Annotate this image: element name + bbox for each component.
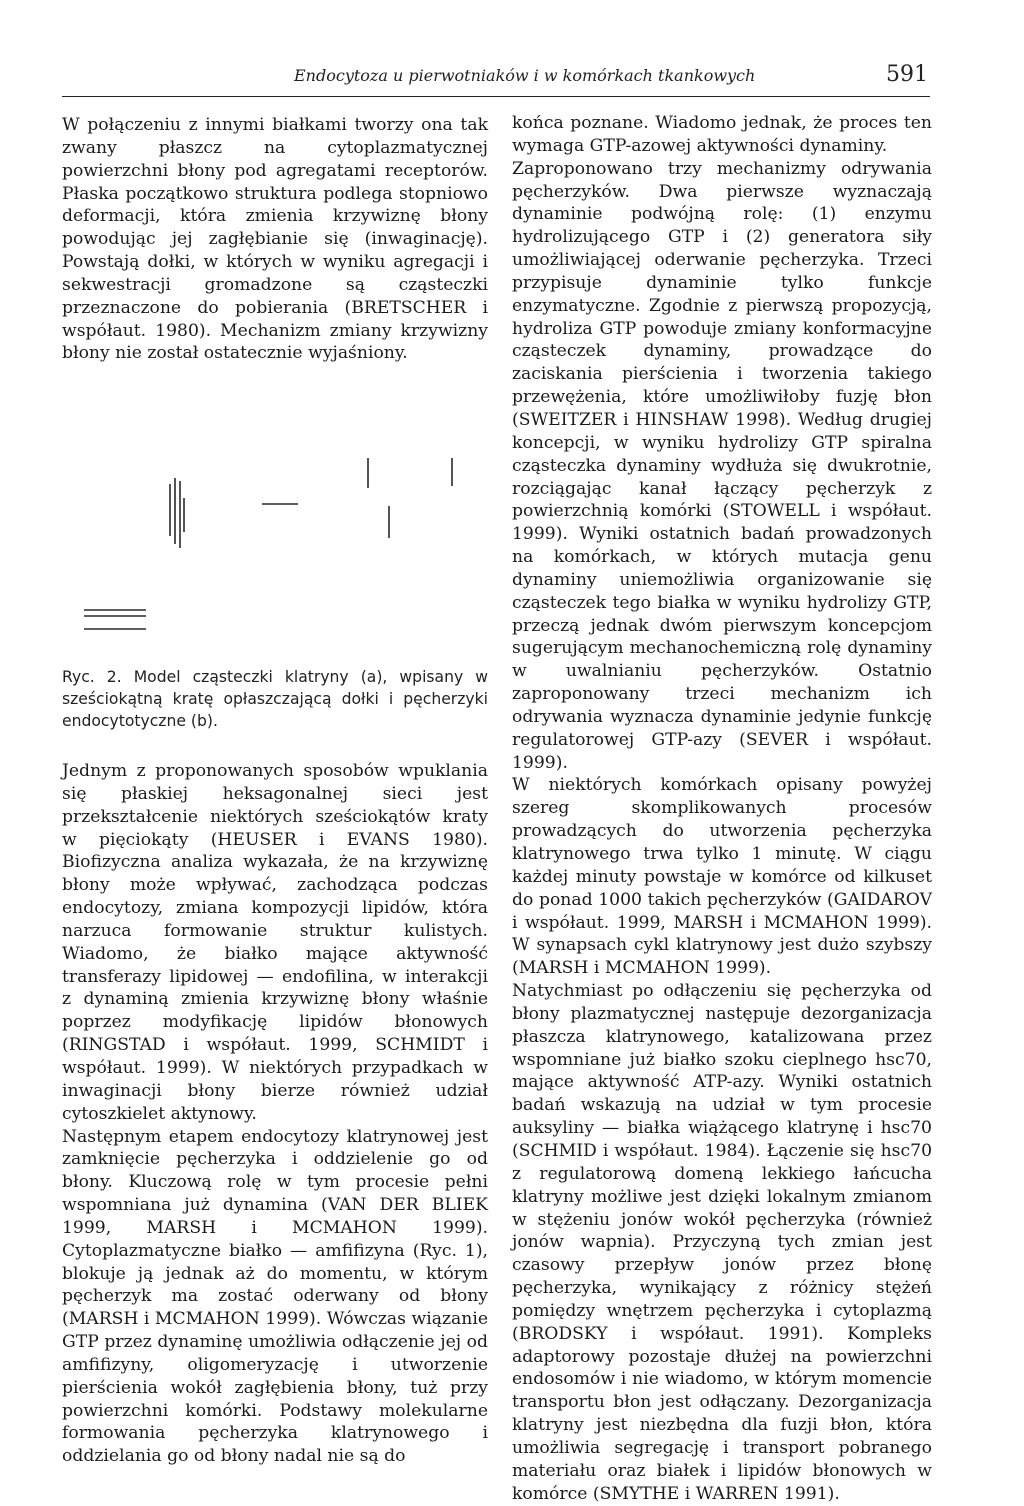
right-paragraph-2: Zaproponowano trzy mechanizmy odrywania pęcherzyków. Dwa pierwsze wyznaczają dynaminie podwójną rolę: (1) enzymu hydrolizującego GTP i (2) generatora siły umożliwiającej oderwanie pęcherzyka. Trzeci przypisuje dynaminie tylko funkcje enzymatyczne. Zgodnie z pierwszą propozycją, hydroliza GTP powoduje zmiany konformacyjne cząsteczek dynaminy, prowadzące do zaciskania pierścienia i tworzenia takiego przewężenia, które umożliwiłoby fuzję błon (SWEITZER i HINSHAW 1998). Według drugiej koncepcji, w wyniku hydrolizy GTP spiralna cząsteczka dynaminy wydłuża się dwukrotnie, rozciągając kanał łączący pęcherzyk z powierzchnią komórki (STOWELL i współaut. 1999). Wyniki ostatnich badań prowadzonych na komórkach, w których mutacja genu dynaminy uniemożliwia organizowanie się cząsteczek tego białka w wyniku hydrolizy GTP, przeczą jednak dwóm pierwszym koncepcjom sugerującym mechanochemiczną rolę dynaminy w uwalnianiu pęcherzyków. Ostatnio zaproponowany trzeci mechanizm ich odrywania wyznacza dynaminie jedynie funkcję regulatorowej GTP-azy (SEVER i współaut. 1999).: [512, 158, 932, 773]
right-column: [512, 112, 932, 1505]
right-paragraph-1: końca poznane. Wiadomo jednak, że proces ten wymaga GTP-azowej aktywności dynaminy.: [512, 113, 932, 156]
figure-clathrin-model: [62, 348, 488, 648]
left-paragraph-1: W połączeniu z innymi białkami tworzy ona tak zwany płaszcz na cytoplazmatycznej powierzchni błony pod agregatami receptorów. Płaska początkowo struktura podlega stopniowo deformacji, która zmienia krzywiznę błony powodując jej zagłębianie się (inwaginację). Powstają dołki, w których w wyniku agregacji i sekwestracji gromadzone są cząsteczki przeznaczone do pobierania (BRETSCHER i współaut. 1980). Mechanizm zmiany krzywizny błony nie został ostatecznie wyjaśniony.: [62, 115, 488, 364]
page-number: 591: [886, 62, 928, 87]
right-paragraph-3: W niektórych komórkach opisany powyżej szereg skomplikowanych procesów prowadzących do utworzenia pęcherzyka klatrynowego trwa tylko 1 minutę. W ciągu każdej minuty powstaje w komórce od kilkuset do ponad 1000 takich pęcherzyków (GAIDAROV i współaut. 1999, MARSH i MCMAHON 1999). W synapsach cykl klatrynowy jest dużo szybszy (MARSH i MCMAHON 1999).: [512, 775, 932, 979]
left-paragraph-2: Jednym z proponowanych sposobów wpuklania się płaskiej heksagonalnej sieci jest przekształcenie niektórych sześciokątów kraty w pięciokąty (HEUSER i EVANS 1980). Biofizyczna analiza wykazała, że na krzywiznę błony może wpływać, zachodząca podczas endocytozy, zmiana kompozycji lipidów, która narzuca formowanie struktur kulistych. Wiadomo, że białko mające aktywność transferazy lipidowej — endofilina, w interakcji z dynaminą zmienia krzywiznę błony właśnie poprzez modyfikację lipidów błonowych (RINGSTAD i współaut. 1999, SCHMIDT i współaut. 1999). W niektórych przypadkach w inwaginacji błony bierze również udział cytoszkielet aktynowy.: [62, 761, 488, 1124]
figure-caption: Ryc. 2. Model cząsteczki klatryny (a), wpisany w sześciokątną kratę opłaszczającą dołki i pęcherzyki endocytotyczne (b).: [62, 668, 488, 730]
figure-drawing: [62, 348, 488, 648]
running-title: Endocytoza u pierwotniaków i w komórkach tkankowych: [294, 66, 756, 85]
left-column-top: [62, 114, 488, 365]
left-column-bottom: [62, 760, 488, 1468]
right-paragraph-4: Natychmiast po odłączeniu się pęcherzyka od błony plazmatycznej następuje dezorganizacja płaszcza klatrynowego, katalizowana przez wspomniane już białko szoku cieplnego hsc70, mające aktywność ATP-azy. Wyniki ostatnich badań wskazują na udział w tym procesie auksyliny — białka wiążącego klatrynę i hsc70 (SCHMID i współaut. 1984). Łączenie się hsc70 z regulatorową domeną lekkiego łańcucha klatryny możliwe jest dzięki lokalnym zmianom w stężeniu jonów wokół pęcherzyka (również jonów wapnia). Przyczyną tych zmian jest czasowy przepływ jonów przez błonę pęcherzyka, wynikający z różnicy stężeń pomiędzy wnętrzem pęcherzyka i cytoplazmą (BRODSKY i współaut. 1991). Kompleks adaptorowy pozostaje dłużej na powierzchni endosomów i nie wiadomo, w którym momencie transportu błon jest odłączany. Dezorganizacja klatryny jest niezbędna dla fuzji błon, która umożliwia segregację i transport pobranego materiału oraz białek i lipidów błonowych w komórce (SMYTHE i WARREN 1991).: [512, 981, 932, 1504]
running-header: [62, 62, 930, 97]
left-paragraph-3: Następnym etapem endocytozy klatrynowej jest zamknięcie pęcherzyka i oddzielenie go od błony. Kluczową rolę w tym procesie pełni wspomniana już dynamina (VAN DER BLIEK 1999, MARSH i MCMAHON 1999). Cytoplazmatyczne białko — amfifizyna (Ryc. 1), blokuje ją jednak aż do momentu, w którym pęcherzyk ma zostać oderwany od błony (MARSH i MCMAHON 1999). Wówczas wiązanie GTP przez dynaminę umożliwia odłączenie jej od amfifizyny, oligomeryzację i utworzenie pierścienia wokół zagłębienia błony, tuż przy powierzchni komórki. Podstawy molekularne formowania pęcherzyka klatrynowego i oddzielania go od błony nadal nie są do: [62, 1126, 488, 1467]
